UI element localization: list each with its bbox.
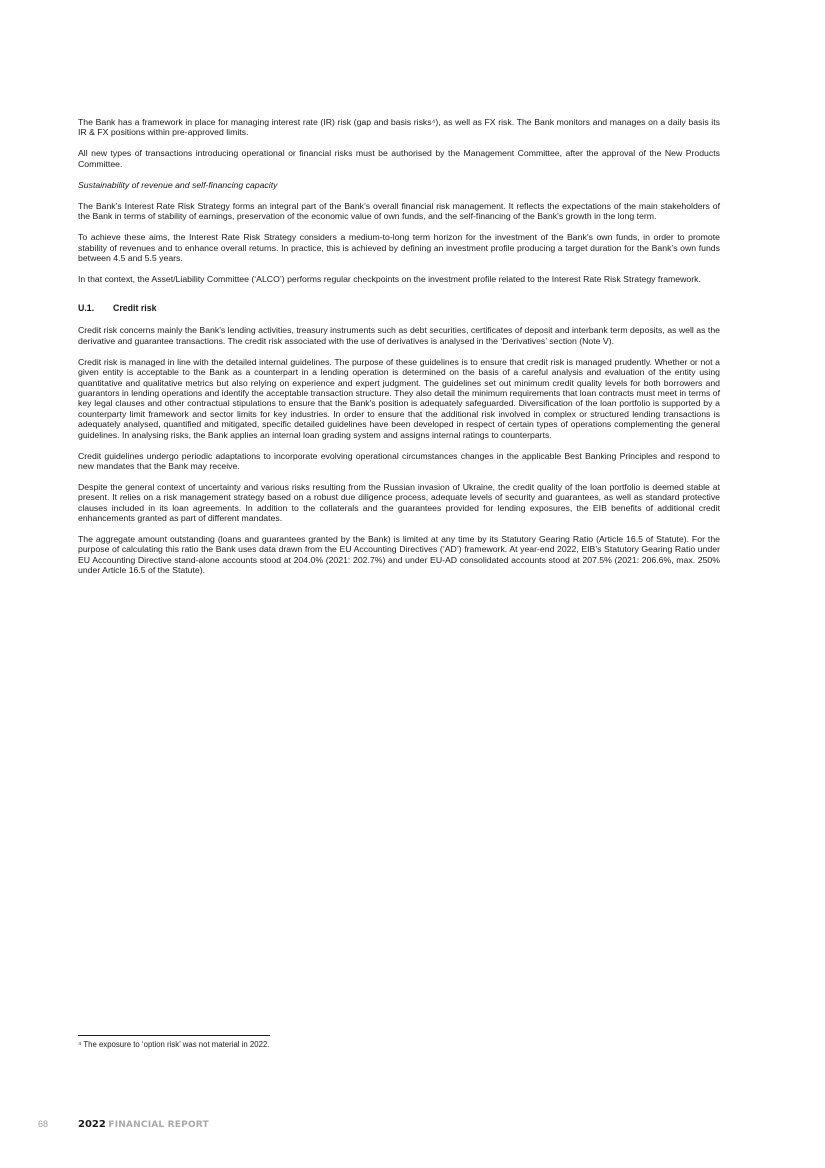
section-title: Credit risk xyxy=(113,303,157,314)
section-number: U.1. xyxy=(78,303,95,314)
page-footer xyxy=(38,1119,209,1130)
report-year: 2022 xyxy=(78,1119,106,1130)
footnote: ⁴ The exposure to ‘option risk’ was not material in 2022. xyxy=(78,1040,270,1049)
paragraph-gearing-ratio: The aggregate amount outstanding (loans and guarantees granted by the Bank) is limited at any time by its Statutory Gearing Ratio (Article 16.5 of Statute). For the purpose of calculating this ratio the Bank uses data drawn from the EU Accounting Directives (‘AD’) framework. At year-end 2022, EIB’s Statutory Gearing Ratio under EU Accounting Directive stand-alone accounts stood at 204.0% (2021: 202.7%) and under EU-AD consolidated accounts stood at 207.5% (2021: 206.6%, max. 250% under Article 16.5 of the Statute). xyxy=(78,533,720,576)
report-title: FINANCIAL REPORT xyxy=(108,1120,209,1130)
paragraph-new-transactions: All new types of transactions introducing operational or financial risks must be authorised by the Management Committee, after the approval of the New Products Committee. xyxy=(78,148,720,169)
page-number: 68 xyxy=(38,1119,49,1129)
paragraph-guideline-adaptations: Credit guidelines undergo periodic adaptations to incorporate evolving operational circumstances changes in the applicable Best Banking Principles and respond to new mandates that the Bank may receive. xyxy=(78,450,720,471)
footnote-divider xyxy=(78,1035,270,1036)
paragraph-ir-strategy: The Bank’s Interest Rate Risk Strategy forms an integral part of the Bank’s overall financial risk management. It reflects the expectations of the main stakeholders of the Bank in terms of stability of earnings, preservation of the economic value of own funds, and the self-financing of the Bank’s growth in the long term. xyxy=(78,201,720,222)
paragraph-credit-guidelines: Credit risk is managed in line with the detailed internal guidelines. The purpose of these guidelines is to ensure that credit risk is managed prudently. Whether or not a given entity is acceptable to the Bank as a counterpart in a lending operation is determined on the basis of a careful analysis and evaluation of the entity using quantitative and qualitative metrics but also relying on experience and expert judgment. The guidelines set out minimum credit quality levels for both borrowers and guarantors in lending operations and identify the acceptable transaction structure. They also detail the minimum requirements that loan contracts must meet in terms of key legal clauses and other contractual stipulations to ensure that the Bank's position is adequately safeguarded. Diversification of the loan portfolio is supported by a counterparty limit framework and sector limits for key industries. In order to ensure that the additional risk involved in complex or structured lending transactions is adequately analysed, quantified and mitigated, specific detailed guidelines have been developed in respect of certain types of operations complementing the general guidelines. In analysing risks, the Bank applies an internal loan grading system and assigns internal ratings to counterparts. xyxy=(78,356,720,440)
section-heading-credit-risk xyxy=(78,303,720,313)
paragraph-aims: To achieve these aims, the Interest Rate Risk Strategy considers a medium-to-long term horizon for the investment of the Bank’s own funds, in order to promote stability of revenues and to enhance overall returns. In practice, this is achieved by defining an investment profile producing a target duration for the Bank’s own funds between 4.5 and 5.5 years. xyxy=(78,232,720,264)
paragraph-ir-fx-framework: The Bank has a framework in place for managing interest rate (IR) risk (gap and basis risks⁴), as well as FX risk. The Bank monitors and manages on a daily basis its IR & FX positions within pre-approved limits. xyxy=(78,117,720,138)
paragraph-alco: In that context, the Asset/Liability Committee (‘ALCO’) performs regular checkpoints on the investment profile related to the Interest Rate Risk Strategy framework. xyxy=(78,274,701,285)
page-body xyxy=(78,117,720,586)
paragraph-credit-quality: Despite the general context of uncertainty and various risks resulting from the Russian invasion of Ukraine, the credit quality of the loan portfolio is deemed stable at present. It relies on a risk management strategy based on a robust due diligence process, adequate levels of security and guarantees, as well as standard protective clauses included in its loan agreements. In addition to the collaterals and the guarantees provided for lending exposures, the EIB benefits of additional credit enhancements granted as part of different mandates. xyxy=(78,481,720,524)
paragraph-credit-risk-scope: Credit risk concerns mainly the Bank's lending activities, treasury instruments such as debt securities, certificates of deposit and interbank term deposits, as well as the derivative and guarantee transactions. The credit risk associated with the use of derivatives is analysed in the ‘Derivatives’ section (Note V). xyxy=(78,325,720,346)
subheading-sustainability: Sustainability of revenue and self-financing capacity xyxy=(78,179,278,190)
